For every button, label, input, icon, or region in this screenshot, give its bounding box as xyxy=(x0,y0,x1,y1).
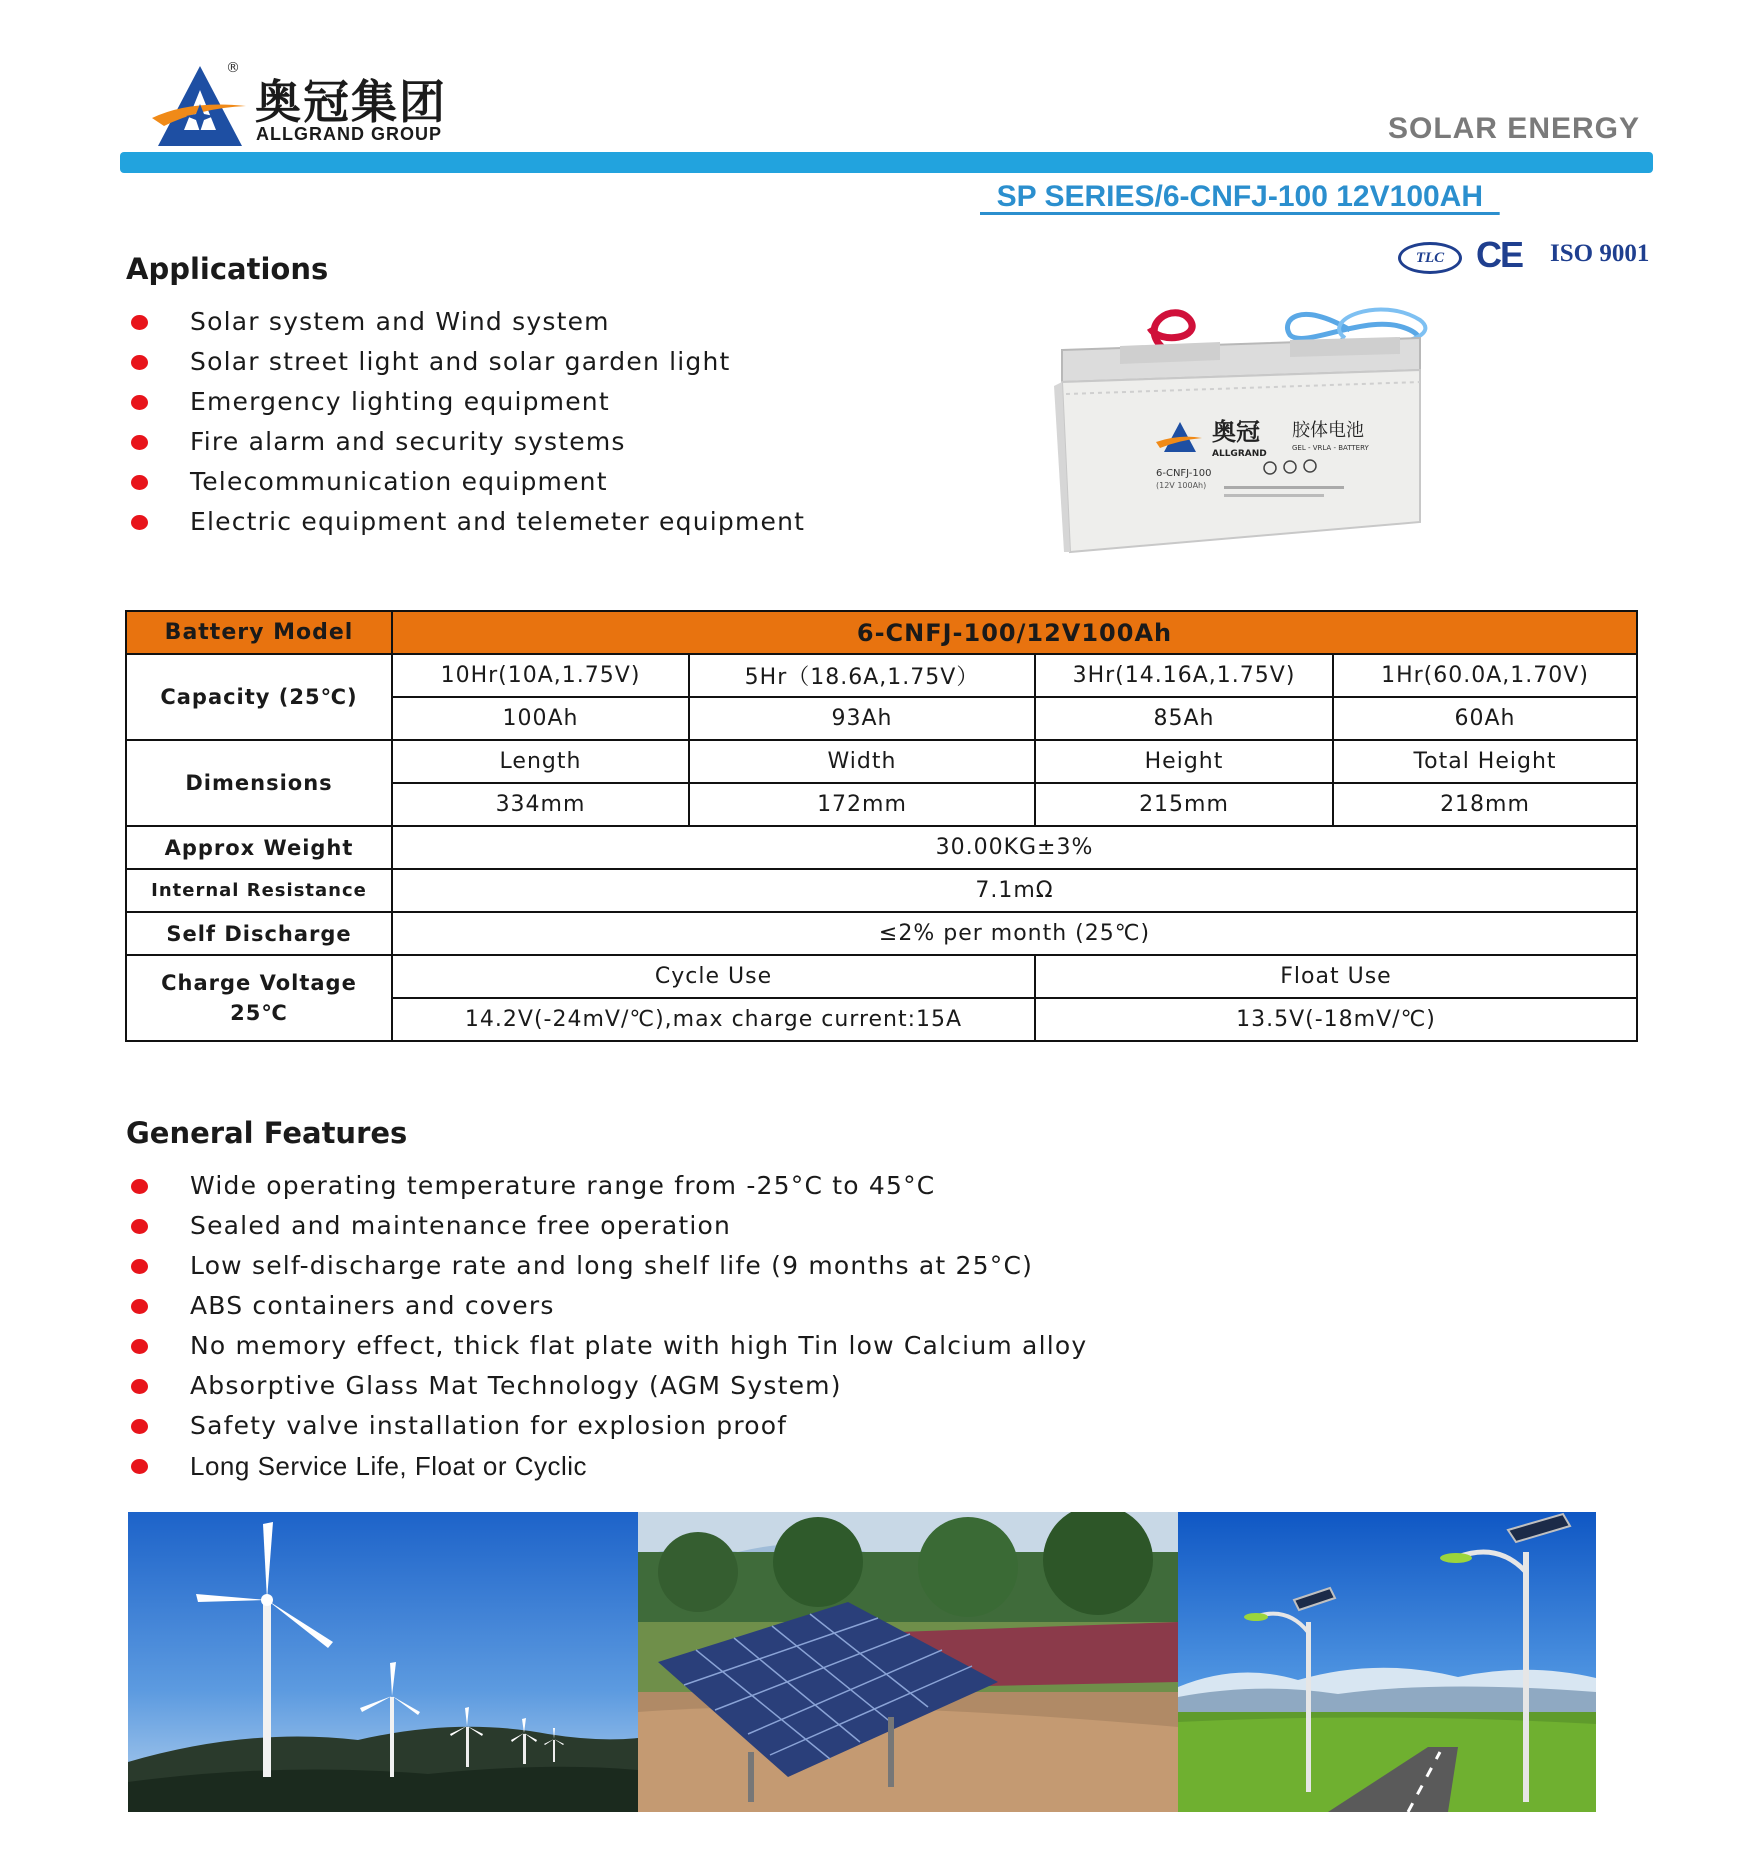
features-list xyxy=(128,1166,1087,1486)
table-row xyxy=(126,611,1637,654)
table-row xyxy=(126,912,1637,955)
table-row xyxy=(126,869,1637,912)
battery-product-image xyxy=(1040,290,1460,560)
dimension-name-cell: Width xyxy=(689,740,1035,783)
list-item: Emergency lighting equipment xyxy=(128,382,805,422)
ce-mark: CE xyxy=(1476,234,1523,275)
battery-label-brand: 奥冠 xyxy=(1212,418,1260,446)
battery-label-type-en: GEL - VRLA - BATTERY xyxy=(1292,444,1369,452)
float-use-value: 13.5V(-18mV/℃) xyxy=(1035,998,1637,1041)
bullet-icon xyxy=(131,355,148,370)
dimension-value-cell: 172mm xyxy=(689,783,1035,826)
battery-model-label: Battery Model xyxy=(126,611,392,654)
applications-title: Applications xyxy=(126,252,329,286)
self-discharge-label: Self Discharge xyxy=(126,912,392,955)
bullet-icon xyxy=(131,1339,148,1354)
list-item: Low self-discharge rate and long shelf life (9 months at 25°C) xyxy=(128,1246,1087,1286)
weight-label: Approx Weight xyxy=(126,826,392,869)
list-item: Absorptive Glass Mat Technology (AGM System) xyxy=(128,1366,1087,1406)
list-item: Sealed and maintenance free operation xyxy=(128,1206,1087,1246)
bullet-icon xyxy=(131,475,148,490)
list-item: No memory effect, thick flat plate with high Tin low Calcium alloy xyxy=(128,1326,1087,1366)
dimension-value-cell: 215mm xyxy=(1035,783,1333,826)
list-item: ABS containers and covers xyxy=(128,1286,1087,1326)
bullet-icon xyxy=(131,1259,148,1274)
battery-label-type: 胶体电池 xyxy=(1292,420,1364,441)
bullet-icon xyxy=(131,515,148,530)
resistance-label: Internal Resistance xyxy=(126,869,392,912)
registered-mark: ® xyxy=(226,60,240,76)
dimension-name-cell: Height xyxy=(1035,740,1333,783)
table-row xyxy=(126,826,1637,869)
capacity-value-cell: 85Ah xyxy=(1035,697,1333,740)
battery-label-rating: (12V 100Ah) xyxy=(1156,481,1207,490)
weight-value: 30.00KG±3% xyxy=(392,826,1637,869)
list-item: Solar system and Wind system xyxy=(128,302,805,342)
charge-voltage-label-line1: Charge Voltage xyxy=(161,971,357,995)
company-logo xyxy=(150,60,490,150)
bullet-icon xyxy=(131,395,148,410)
table-row xyxy=(126,740,1637,783)
bullet-icon xyxy=(131,1299,148,1314)
bullet-icon xyxy=(131,435,148,450)
application-photos xyxy=(128,1512,1596,1812)
capacity-value-cell: 93Ah xyxy=(689,697,1035,740)
cycle-use-label: Cycle Use xyxy=(392,955,1035,998)
bullet-icon xyxy=(131,1379,148,1394)
certification-logos xyxy=(1398,234,1658,275)
dimension-name-cell: Total Height xyxy=(1333,740,1637,783)
logo-chinese-name: 奥冠集团 xyxy=(255,75,447,129)
bullet-icon xyxy=(131,1419,148,1434)
capacity-rate-cell: 10Hr(10A,1.75V) xyxy=(392,654,689,697)
series-title: SP SERIES/6-CNFJ-100 12V100AH xyxy=(980,180,1500,213)
logo-english-name: ALLGRAND GROUP xyxy=(256,124,442,144)
solar-panel-photo xyxy=(638,1512,1178,1812)
header-divider-bar xyxy=(120,152,1653,173)
bullet-icon xyxy=(131,1179,148,1194)
cycle-use-value: 14.2V(-24mV/℃),max charge current:15A xyxy=(392,998,1035,1041)
battery-label-model: 6-CNFJ-100 xyxy=(1156,468,1212,479)
bullet-icon xyxy=(131,315,148,330)
dimension-name-cell: Length xyxy=(392,740,689,783)
table-row xyxy=(126,654,1637,697)
self-discharge-value: ≤2% per month (25℃) xyxy=(392,912,1637,955)
list-item: Telecommunication equipment xyxy=(128,462,805,502)
iso-9001-mark: ISO 9001 xyxy=(1550,240,1650,267)
list-item: Wide operating temperature range from -25°C to 45°C xyxy=(128,1166,1087,1206)
capacity-rate-cell: 5Hr（18.6A,1.75V） xyxy=(689,654,1035,697)
battery-label-brand-en: ALLGRAND xyxy=(1212,449,1267,459)
list-item: Solar street light and solar garden light xyxy=(128,342,805,382)
capacity-rate-cell: 1Hr(60.0A,1.70V) xyxy=(1333,654,1637,697)
battery-model-value: 6-CNFJ-100/12V100Ah xyxy=(392,611,1637,654)
capacity-value-cell: 60Ah xyxy=(1333,697,1637,740)
capacity-label: Capacity (25℃) xyxy=(126,654,392,740)
charge-voltage-label-line2: 25℃ xyxy=(230,1001,288,1025)
tlc-logo: TLC xyxy=(1398,242,1462,274)
general-features-title: General Features xyxy=(126,1116,408,1150)
solar-energy-label: SOLAR ENERGY xyxy=(1387,112,1640,145)
charge-voltage-label xyxy=(126,955,392,1041)
solar-street-light-photo xyxy=(1178,1512,1596,1812)
list-item: Electric equipment and telemeter equipment xyxy=(128,502,805,542)
list-item: Safety valve installation for explosion proof xyxy=(128,1406,1087,1446)
list-item: Fire alarm and security systems xyxy=(128,422,805,462)
bullet-icon xyxy=(131,1459,148,1474)
spec-table xyxy=(125,610,1638,1042)
wind-turbine-photo xyxy=(128,1512,638,1812)
capacity-value-cell: 100Ah xyxy=(392,697,689,740)
dimension-value-cell: 218mm xyxy=(1333,783,1637,826)
table-row xyxy=(126,955,1637,998)
list-item: Long Service Life, Float or Cyclic xyxy=(128,1446,1087,1486)
dimensions-label: Dimensions xyxy=(126,740,392,826)
capacity-rate-cell: 3Hr(14.16A,1.75V) xyxy=(1035,654,1333,697)
dimension-value-cell: 334mm xyxy=(392,783,689,826)
resistance-value: 7.1mΩ xyxy=(392,869,1637,912)
bullet-icon xyxy=(131,1219,148,1234)
applications-list xyxy=(128,302,805,542)
float-use-label: Float Use xyxy=(1035,955,1637,998)
